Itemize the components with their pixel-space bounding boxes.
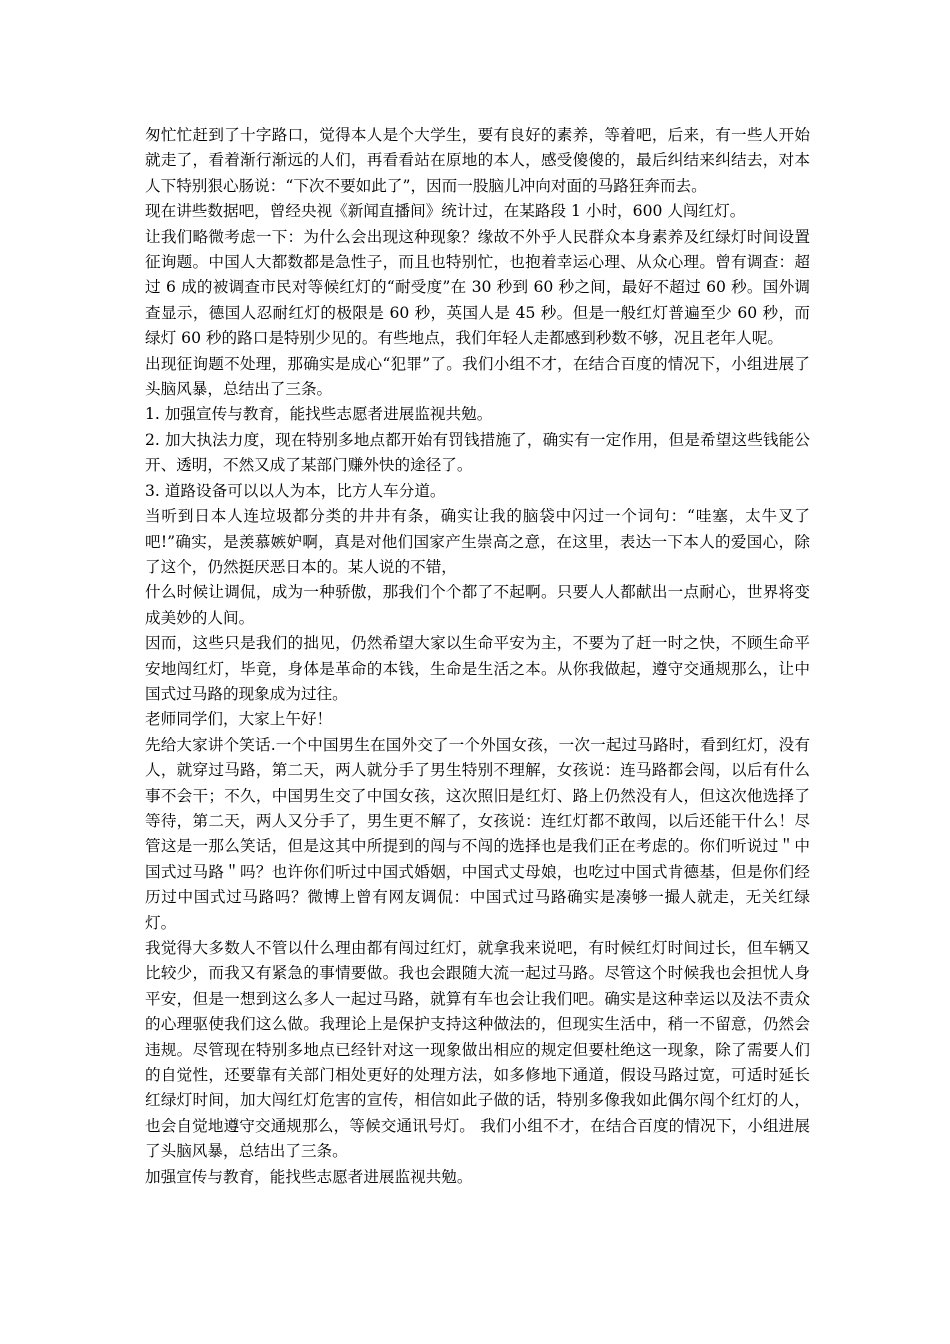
paragraph: 匆忙忙赶到了十字路口，觉得本人是个大学生，要有良好的素养，等着吧，后来，有一些人开始就走了，看着渐行渐远的人们，再看看站在原地的本人，感受傻傻的，最后纠结来纠结去，对本人下特别狠心肠说：“下次不要如此了”，因而一股脑儿冲向对面的马路狂奔而去。 — [145, 126, 810, 195]
paragraph: 出现征询题不处理，那确实是成心“犯罪”了。我们小组不才，在结合百度的情况下，小组进展了头脑风暴，总结出了三条。 — [145, 354, 810, 399]
document-body — [145, 123, 810, 1190]
list-item: 2. 加大执法力度，现在特别多地点都开始有罚钱措施了，确实有一定作用，但是希望这些钱能公开、透明，不然又成了某部门赚外快的途径了。 — [145, 430, 810, 475]
paragraph: 先给大家讲个笑话.一个中国男生在国外交了一个外国女孩，一次一起过马路时，看到红灯，没有人，就穿过马路，第二天，两人就分手了男生特别不理解，女孩说：连马路都会闯，以后有什么事不会干；不久，中国男生交了中国女孩，这次照旧是红灯、路上仍然没有人，但这次他选择了等待，第二天，两人又分手了，男生更不解了，女孩说：连红灯都不敢闯，以后还能干什么！尽管这是一那么笑话，但是这其中所提到的闯与不闯的选择也是我们正在考虑的。你们听说过＂中国式过马路＂吗？也许你们听过中国式婚姻，中国式丈母娘，也吃过中国式肯德基，但是你们经历过中国式过马路吗？微博上曾有网友调侃：中国式过马路确实是凑够一撮人就走，无关红绿灯。 — [145, 735, 810, 932]
paragraph: 什么时候让调侃，成为一种骄傲，那我们个个都了不起啊。只要人人都献出一点耐心，世界将变成美妙的人间。 — [145, 583, 810, 627]
greeting: 老师同学们，大家上午好！ — [145, 710, 333, 729]
paragraph: 我觉得大多数人不管以什么理由都有闯过红灯，就拿我来说吧，有时候红灯时间过长，但车辆又比较少，而我又有紧急的事情要做。我也会跟随大流一起过马路。尽管这个时候我也会担忧人身平安，但是一想到这么多人一起过马路，就算有车也会让我们吧。确实是这种幸运以及法不责众的心理驱使我们这么做。我理论上是保护支持这种做法的，但现实生活中，稍一不留意，仍然会违规。尽管现在特别多地点已经针对这一现象做出相应的规定但要杜绝这一现象，除了需要人们的自觉性，还要靠有关部门相处更好的处理方法，如多修地下通道，假设马路过宽，可适时延长红绿灯时间，加大闯红灯危害的宣传，相信如此子做的话，特别多像我如此偶尔闯个红灯的人，也会自觉地遵守交通规那么，等候交通讯号灯。 我们小组不才，在结合百度的情况下，小组进展了头脑风暴，总结出了三条。 — [145, 939, 810, 1161]
paragraph: 让我们略微考虑一下：为什么会出现这种现象？缘故不外乎人民群众本身素养及红绿灯时间设置征询题。中国人大都数都是急性子，而且也特别忙，也抱着幸运心理、从众心理。曾有调查：超过 6 成的被调查市民对等候红灯的“耐受度”在 30 秒到 60 秒之间，最好不超过 60 秒。国外调查显示，德国人忍耐红灯的极限是 60 秒，英国人是 45 秒。但是一般红灯普遍至少 60 秒，而绿灯 60 秒的路口是特别少见的。有些地点，我们年轻人走都感到秒数不够，况且老年人呢。 — [145, 227, 810, 348]
paragraph: 加强宣传与教育，能找些志愿者进展监视共勉。 — [145, 1167, 473, 1186]
paragraph: 当听到日本人连垃圾都分类的井井有条，确实让我的脑袋中闪过一个词句：“哇塞，太牛叉了吧!”确实，是羡慕嫉妒啊，真是对他们国家产生崇高之意，在这里，表达一下本人的爱国心，除了这个，仍然挺厌恶日本的。某人说的不错， — [145, 507, 810, 576]
list-item: 3. 道路设备可以以人为本，比方人车分道。 — [145, 481, 446, 500]
paragraph: 因而，这些只是我们的拙见，仍然希望大家以生命平安为主，不要为了赶一时之快，不顾生命平安地闯红灯，毕竟，身体是革命的本钱，生命是生活之本。从你我做起，遵守交通规那么，让中国式过马路的现象成为过往。 — [145, 634, 810, 703]
paragraph: 现在讲些数据吧，曾经央视《新闻直播间》统计过，在某路段 1 小时，600 人闯红灯。 — [145, 202, 746, 221]
list-item: 1. 加强宣传与教育，能找些志愿者进展监视共勉。 — [145, 405, 493, 424]
